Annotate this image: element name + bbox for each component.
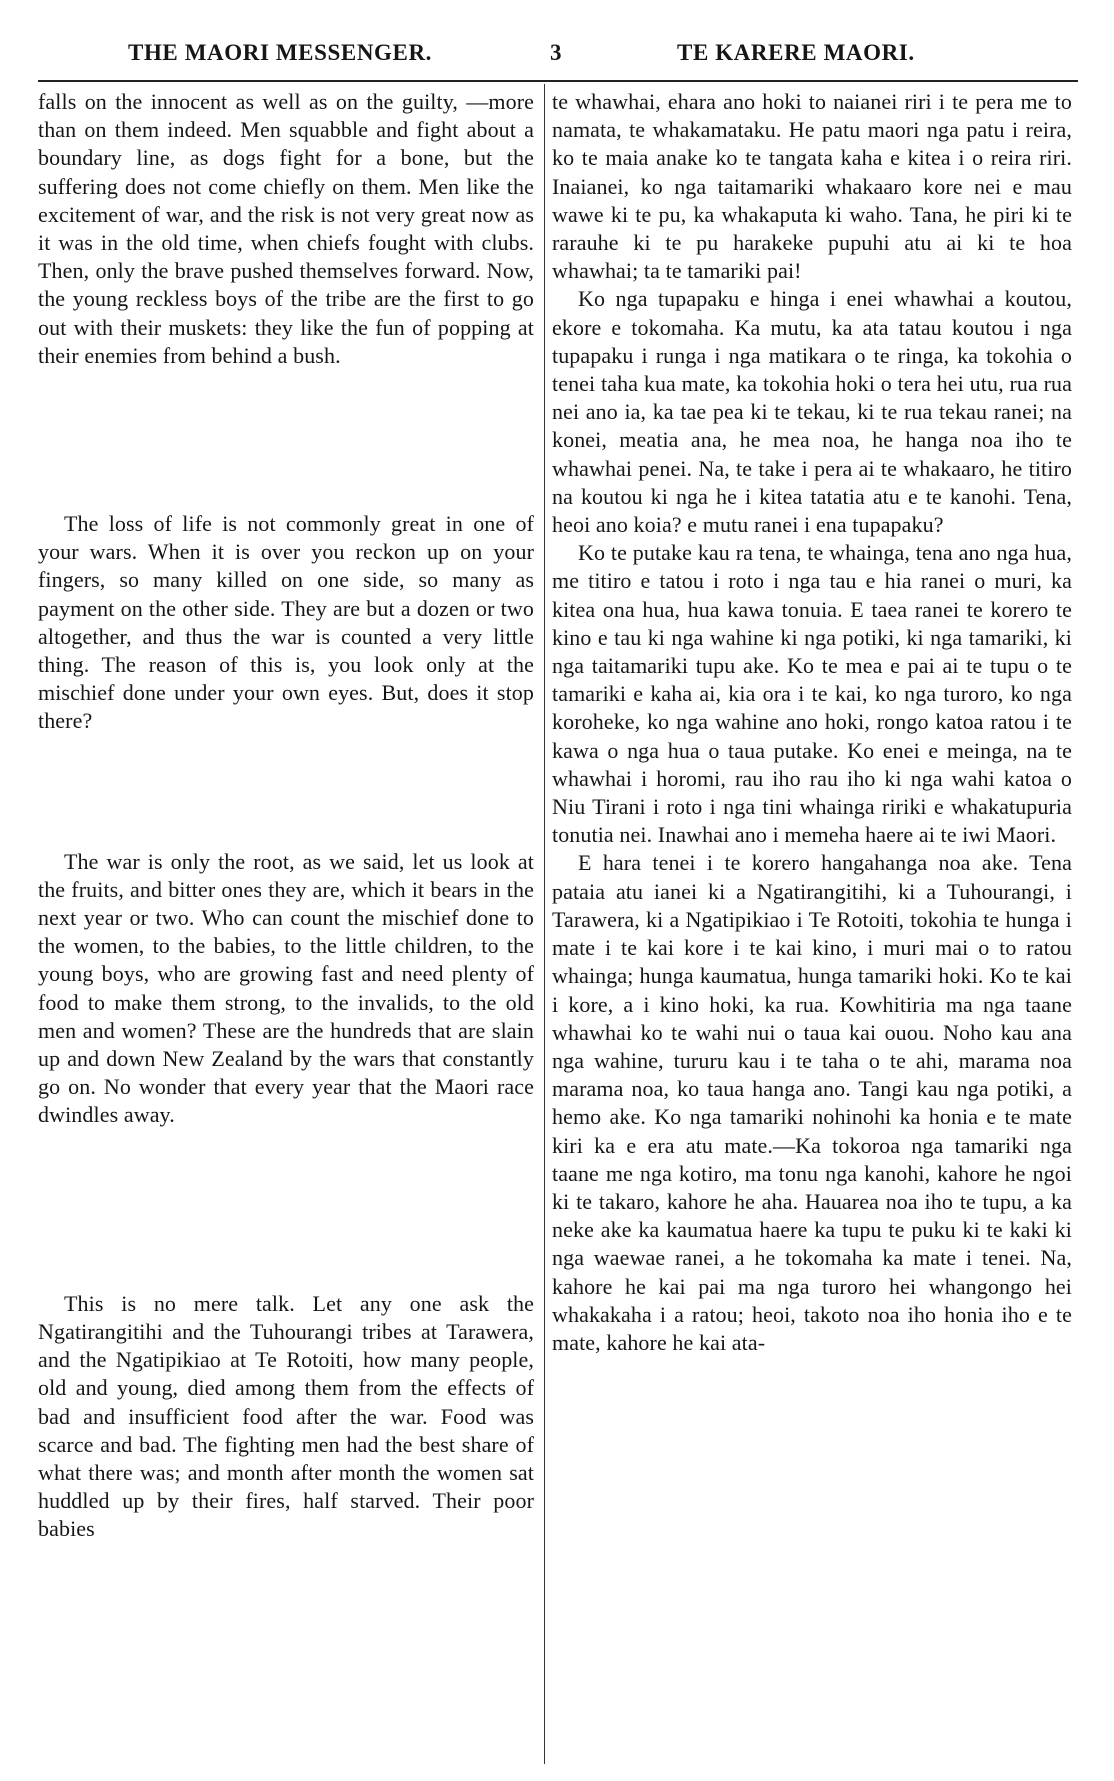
english-paragraph-4: This is no mere talk. Let any one ask the Ngatirangitihi and the Tuhourangi tribes at Tarawera, and the Ngatipikiao at Te Rotoiti, how many people, old and young, died among them from the effects of bad and insufficient food after the war. Food was scarce and bad. The fighting men had the best share of what there was; and month after month the women sat huddled up by their fires, half starved. Their poor babies bbox=[38, 1290, 534, 1542]
running-head bbox=[40, 36, 1070, 74]
paragraph-gap bbox=[38, 1130, 534, 1290]
maori-paragraph-3: Ko te putake kau ra tena, te whainga, tena ano nga hua, me titiro e tatou i roto i nga tau e hia ranei o muri, ka kitea ona hua, hua kawa tonuia. E taea ranei te korero te kino e tau ki nga wahine ki nga potiki, ki nga tamariki, ki nga taitamariki tupu ake. Ko te mea e pai ai te tupu o te tamariki e kaha ai, kia ora i te kai, ko nga turoro, ko nga koroheke, ko nga wahine ano hoki, rongo katoa ratou i te kawa o nga hua o taua putake. Ko enei e meinga, na te whawhai i horomi, rau iho rau iho ki nga wahi katoa o Niu Tirani i roto i nga tini whainga ririki e whakatupuria tonutia nei. Inawhai ano i memeha haere ai te iwi Maori. bbox=[552, 540, 1072, 848]
paragraph-gap bbox=[38, 370, 534, 510]
english-paragraph-3: The war is only the root, as we said, let us look at the fruits, and bitter ones they are, which it bears in the next year or two. Who can count the mischief done to the women, to the babies, to the little children, to the young boys, who are growing fast and need plenty of food to make them strong, to the invalids, to the old men and women? These are the hundreds that are slain up and down New Zealand by the wars that constantly go on. No wonder that every year that the Maori race dwindles away. bbox=[38, 848, 534, 1128]
maori-paragraph-4: E hara tenei i te korero hangahanga noa ake. Tena pataia atu ianei ki a Ngatirangitihi, ki a Tuhourangi, i Tarawera, ki a Ngatipikiao i Te Rotoiti, tokohia te hunga i mate i te kai kore i te kai kino, i muri mai o to ratou whainga; hunga kaumatua, hunga tamariki hoki. Ko te kai i kore, a i kino hoki, ka rua. Kowhitiria ma nga taane whawhai ko te wahi nui o taua kai ouou. Noho kau ana nga wahine, tururu kau i te taha o te ahi, marama noa marama noa, ko taua hanga ano. Tangi kau nga potiki, a hemo ake. Ko nga tamariki nohinohi ka honia e te mate kiri ka e era atu mate.—Ka tokoroa nga tamariki nga taane me nga kotiro, ma tonu nga kanohi, kahore he ngoi ki te takaro, kahore he aha. Hauarea noa iho te tupu, a ka neke ake ka kaumatua haere ka tupu te puku ki te kaki ki nga waewae ranei, a he tokomaha ka mate i tenei. Na, kahore he kai pai ma nga turoro hei whangongo hei whakakaha i a ratou; heoi, takoto noa iho honia iho e te mate, kahore he kai ata- bbox=[552, 850, 1072, 1355]
english-paragraph-2: The loss of life is not commonly great in one of your wars. When it is over you reckon up on your fingers, so many killed on one side, so many as payment on the other side. They are but a dozen or two altogether, and thus the war is counted a very little thing. The reason of this is, you look only at the mischief done under your own eyes. But, does it stop there? bbox=[38, 511, 534, 734]
maori-column bbox=[552, 88, 1072, 1357]
paragraph-gap bbox=[38, 736, 534, 848]
maori-paragraph-1: te whawhai, ehara ano hoki to naianei riri i te pera me to namata, te whakamataku. He patu maori nga patu i reira, ko te maia anake ko te tangata kaha e kitea i o reira riri. Inaianei, ko nga taitamariki whakaaro kore nei e mau wawe ki te pu, ka whakaputa ki waho. Tana, he piri ki te rarauhe ki te pu harakeke pupuhi atu ai ki te hoa whawhai; ta te tamariki pai! bbox=[552, 89, 1072, 284]
column-divider bbox=[544, 84, 545, 1764]
maori-masthead-title: TE KARERE MAORI. bbox=[677, 40, 915, 65]
english-masthead-title: THE MAORI MESSENGER. bbox=[128, 40, 433, 65]
page-number: 3 bbox=[550, 40, 563, 65]
english-column bbox=[38, 88, 534, 1544]
maori-paragraph-2: Ko nga tupapaku e hinga i enei whawhai a koutou, ekore e tokomaha. Ka mutu, ka ata tatau koutou i nga tupapaku i runga i nga matikara o te ringa, ka tokohia o tenei taha kua mate, ka tokohia hoki o tera hei utu, rua rua nei ano ia, ka tae pea ki te tekau, ki te rua tekau ranei; na konei, meatia ana, he mea noa, he hanga noa iho te whawhai penei. Na, te take i pera ai te whakaaro, he titiro na koutou ki nga he i kitea tatatia atu e te kanohi. Tena, heoi ano koia? e mutu ranei i ena tupapaku? bbox=[552, 286, 1072, 538]
header-rule bbox=[38, 80, 1078, 82]
english-paragraph-1: falls on the innocent as well as on the guilty, —more than on them indeed. Men squabble and fight about a boundary line, as dogs fight for a bone, but the suffering does not come chiefly on them. Men like the excitement of war, and the risk is not very great now as it was in the old time, when chiefs fought with clubs. Then, only the brave pushed themselves forward. Now, the young reckless boys of the tribe are the first to go out with their muskets: they like the fun of popping at their enemies from behind a bush. bbox=[38, 89, 534, 368]
